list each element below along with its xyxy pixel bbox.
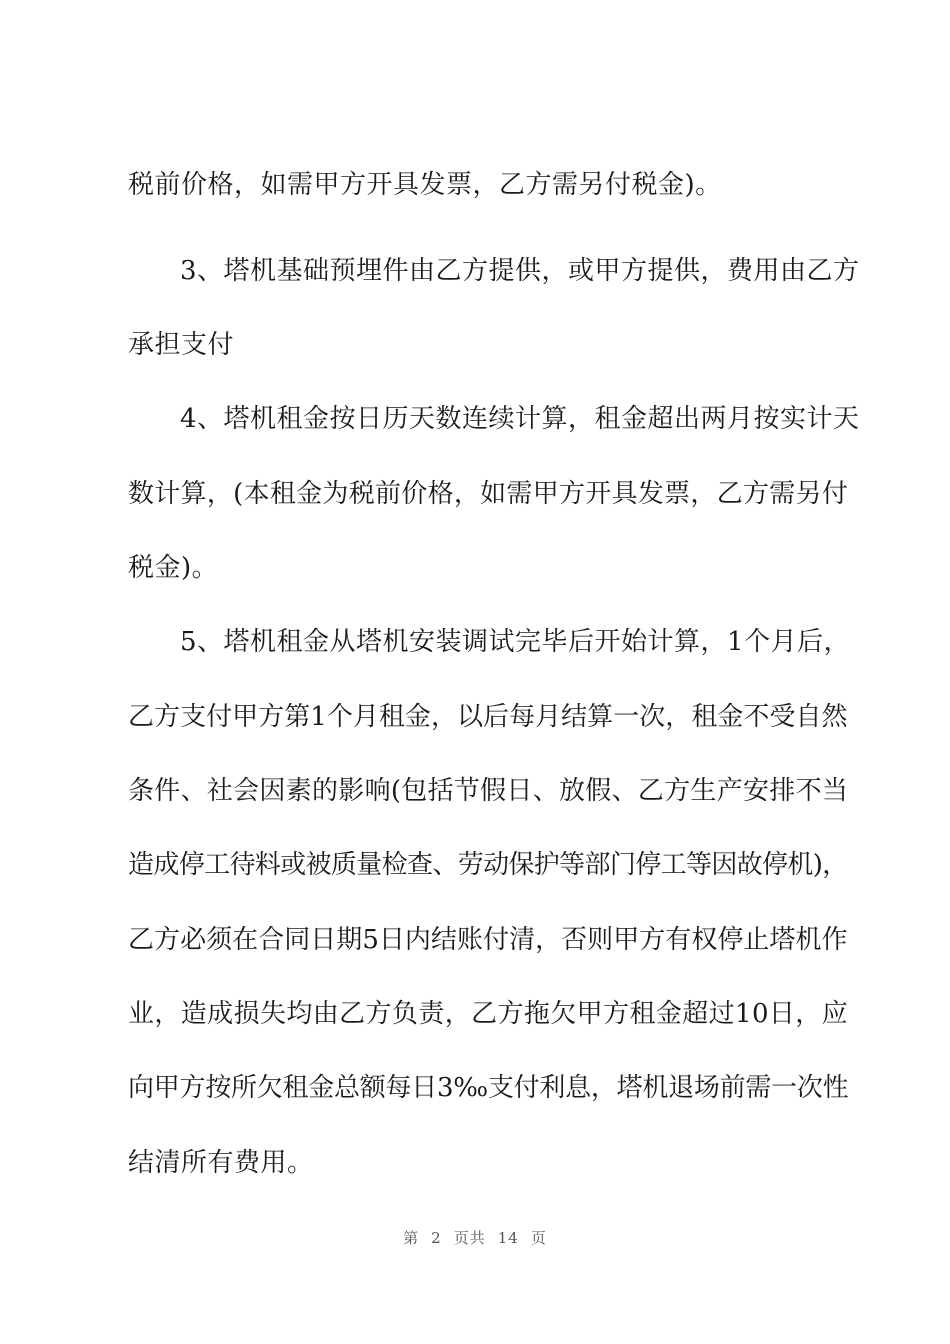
page-footer	[0, 1226, 950, 1250]
paragraph-line: 数计算，(本租金为税前价格，如需甲方开具发票，乙方需另付	[128, 479, 849, 509]
paragraph-line: 4、塔机租金按日历天数连续计算，租金超出两月按实计天	[180, 404, 860, 434]
footer-page-number: 2	[431, 1229, 442, 1247]
footer-total-pages: 14	[497, 1229, 519, 1247]
paragraph-line: 承担支付	[128, 330, 235, 360]
paragraph-line: 乙方必须在合同日期5日内结账付清，否则甲方有权停止塔机作	[128, 925, 848, 955]
paragraph-line: 乙方支付甲方第1个月租金，以后每月结算一次，租金不受自然	[128, 702, 848, 732]
footer-prefix: 第	[403, 1229, 420, 1247]
paragraph-line: 税前价格，如需甲方开具发票，乙方需另付税金)。	[128, 170, 722, 200]
paragraph-line: 业，造成损失均由乙方负责，乙方拖欠甲方租金超过10日，应	[128, 999, 849, 1029]
paragraph-line: 结清所有费用。	[128, 1148, 314, 1178]
paragraph-line: 向甲方按所欠租金总额每日3‰支付利息，塔机退场前需一次性	[128, 1073, 849, 1103]
paragraph-line: 税金)。	[128, 553, 219, 583]
footer-middle: 页共	[453, 1229, 486, 1247]
paragraph-line: 3、塔机基础预埋件由乙方提供，或甲方提供，费用由乙方	[180, 256, 860, 286]
paragraph-line: 5、塔机租金从塔机安装调试完毕后开始计算，1个月后，	[180, 627, 851, 657]
paragraph-line: 条件、社会因素的影响(包括节假日、放假、乙方生产安排不当	[128, 776, 849, 806]
paragraph-line: 造成停工待料或被质量检查、劳动保护等部门停工等因故停机)，	[128, 850, 848, 880]
footer-suffix: 页	[530, 1229, 547, 1247]
